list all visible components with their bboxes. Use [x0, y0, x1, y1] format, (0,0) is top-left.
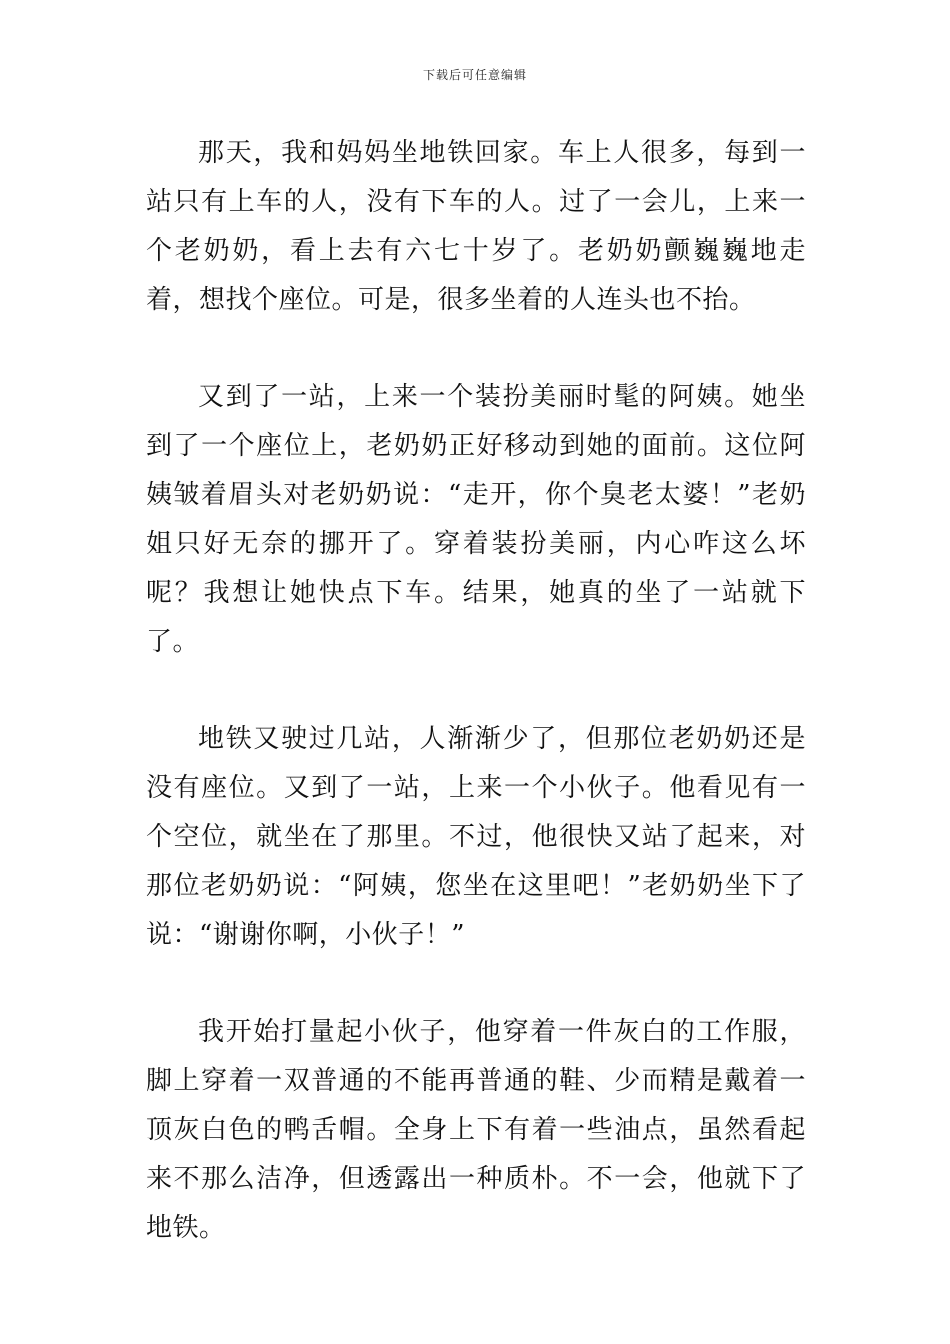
download-edit-note: 下载后可任意编辑: [422, 68, 527, 82]
article-body: [146, 129, 806, 1253]
paragraph-2: 又到了一站，上来一个装扮美丽时髦的阿姨。她坐到了一个座位上，老奶奶正好移动到她的面前。这位阿姨皱着眉头对老奶奶说：“走开，你个臭老太婆！”老奶姐只好无奈的挪开了。穿着装扮美丽，内心咋这么坏呢？我想让她快点下车。结果，她真的坐了一站就下了。: [146, 382, 806, 657]
paragraph-1: 那天，我和妈妈坐地铁回家。车上人很多，每到一站只有上车的人，没有下车的人。过了一会儿，上来一个老奶奶，看上去有六七十岁了。老奶奶颤巍巍地走着，想找个座位。可是，很多坐着的人连头也不抬。: [146, 138, 806, 315]
paragraph-4: 我开始打量起小伙子，他穿着一件灰白的工作服，脚上穿着一双普通的不能再普通的鞋、少而精是戴着一顶灰白色的鸭舌帽。全身上下有着一些油点，虽然看起来不那么洁净，但透露出一种质朴。不一会，他就下了地铁。: [146, 1017, 806, 1243]
paragraph-3: 地铁又驶过几站，人渐渐少了，但那位老奶奶还是没有座位。又到了一站，上来一个小伙子。他看见有一个空位，就坐在了那里。不过，他很快又站了起来，对那位老奶奶说：“阿姨，您坐在这里吧！”老奶奶坐下了说：“谢谢你啊，小伙子！”: [146, 724, 806, 950]
